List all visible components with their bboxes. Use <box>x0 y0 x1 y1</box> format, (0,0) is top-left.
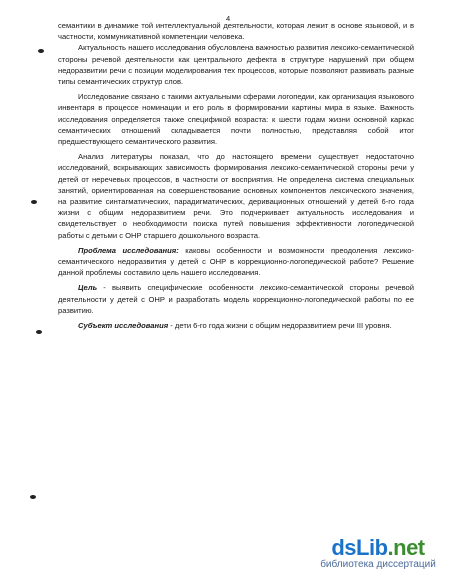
paragraph-literature-analysis <box>58 151 414 241</box>
watermark <box>318 535 438 570</box>
paragraph-text: каковы особенности и возможности преодоления лексико-семантического недоразвития у детей с ОНР в коррекционно-логопедической работе? Решение данной проблемы составило цель нашего исследования. <box>58 245 415 278</box>
paragraph-goal <box>58 282 414 316</box>
watermark-logo-accent: .net <box>387 535 425 560</box>
watermark-logo <box>318 535 438 561</box>
paragraph-text: Актуальность нашего исследования обусловлена важностью развития лексико-семантической стороны речевой деятельности как центрального дефекта в структуре нарушений при общем недоразвитии речи с позиции моделирования тех процессов, которые позволяют развивать разные типы семантических структур слов. <box>58 43 414 87</box>
paragraph-text: Исследование связано с такими актуальными сферами логопедии, как организация языкового инвентаря в процессе номинации и его роль в формировании картины мира в языке. Важность исследования определяется также спецификой возраста: к шести годам жизни основной каркас семантических отношений складывается почти полностью, представляя собой итог предшествующего семантического развития. <box>58 92 414 147</box>
paragraph-relevance <box>58 42 414 87</box>
paragraph-research-problem <box>58 245 414 279</box>
punch-hole-mark <box>31 200 37 204</box>
body-text <box>58 20 414 335</box>
paragraph-text: - выявить специфические особенности лексико-семантической стороны речевой деятельности у детей с ОНР и разработать модель коррекционно-логопедической работы по ее развитию. <box>58 283 414 315</box>
punch-hole-mark <box>38 49 44 53</box>
term-problem: Проблема исследования: <box>78 245 179 255</box>
watermark-logo-main: dsLib <box>331 535 388 560</box>
paragraph-subject <box>58 320 414 331</box>
paragraph-text: - дети 6-го года жизни с общим недоразвитием речи III уровня. <box>168 321 392 331</box>
paragraph-text: Анализ литературы показал, что до настоящего времени существует недостаточно исследований, вскрывающих зависимость формирования лексико-семантической стороны речи у детей от неречевых процессов, в частности от восприятия. Не определена система специальных занятий, ориентированная на совершенствование основных компонентов лексического значения, на развитие синтагматических, парадигматических, деривационных отношений у детей 6-го года жизни с общим недоразвитием речи. Это подчеркивает актуальность исследования и свидетельствует о необходимости поиска путей повышения эффективности логопедической работы с детьми с ОНР старшего дошкольного возраста. <box>58 152 414 240</box>
paragraph-research-areas <box>58 91 414 147</box>
paragraph-text: семантики в динамике той интеллектуальной деятельности, которая лежит в основе языковой, и в частности, коммуникативной компетенции человека. <box>58 21 414 42</box>
term-subject: Субъект исследования <box>78 321 169 331</box>
watermark-subtitle: библиотека диссертаций <box>320 559 436 570</box>
page-number: 4 <box>226 14 231 23</box>
paragraph-continuation <box>58 20 414 42</box>
term-goal: Цель <box>78 283 98 293</box>
punch-hole-mark <box>36 330 42 334</box>
punch-hole-mark <box>30 495 36 499</box>
